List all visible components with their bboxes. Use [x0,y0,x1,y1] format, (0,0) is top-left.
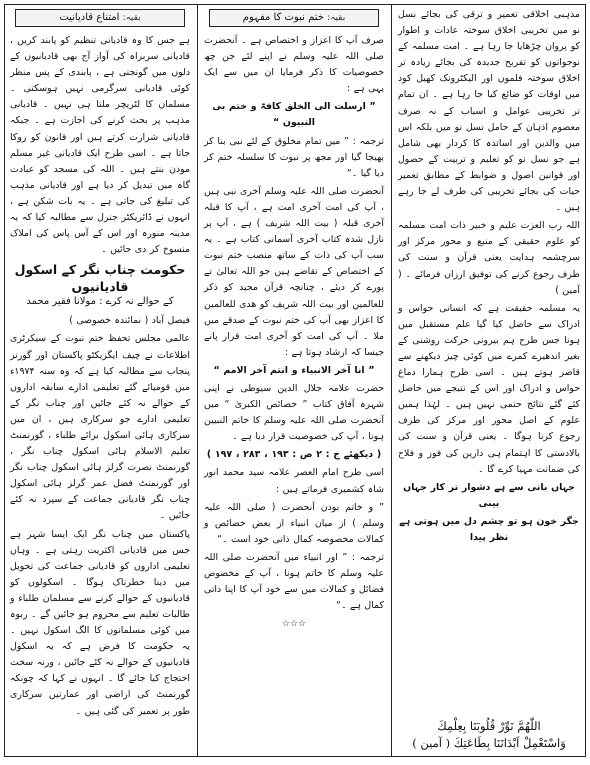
calligraphy-line: وَاسْتَعْمِلْ اَبْدَانَنَا بِطَاعَتِكَ ( آمین ) [412,736,566,750]
paragraph: آنحضرت صلی اللہ علیہ وسلم آخری نبی ہیں ، آپ کی امت آخری امت ہے ، آپ کا قبلہ آخری قبلہ ( بیت اللہ شریف ) ہے ، آپ پر نازل شدہ کتاب آخری آسمانی کتاب ہے ۔ یہ سب آپ کی ذات کے ساتھ منصب ختم نبوت کے اختصاص کے تقاضے ہیں جو اللہ تعالیٰ نے پورے کر دیئے ، چنانچہ قرآن مجید کو ذکر للعالمین اور بیت اللہ شریف کو ھدی للعالمین کا اعزاز بھی آپ کی ختم نبوت کے صدقے میں ملا ۔ آپ کی امت کو آخری امت قرار پانے جیسا کہ ارشاد ہوتا ہے : [204,185,384,358]
header-title: ختم نبوت کا مفہوم [242,12,324,23]
closing-prayer-calligraphy [399,718,579,752]
left-column [5,5,195,756]
dateline: فیصل آباد ( نمائندہ خصوصی ) [69,315,190,327]
newspaper-page [4,4,586,757]
article-header [209,9,379,27]
middle-column [199,5,389,756]
header-kicker: بقیہ: [327,13,346,23]
left-column-text-1 [5,31,195,258]
paragraph: مذہبی اخلاقی تعمیر و ترقی کی بجائے نسل نو میں تخریبی اخلاق سوختہ عادات و اطوار کو پروان چڑھایا جا رہا ہے ۔ امت مسلمہ کے نوجوانوں کو تفریح جدیدہ کی بجائے زیادہ تر اخلاق سوختہ فلموں اور الیکٹرونک کھیل کود میں اوقات کو ضائع کیا جا رہا ہے ۔ ان تمام تر تخریبی عوامل و اسباب کے نہ صرف معصوم اذہان کے حامل نسل نو میں بلکہ اس میں والدین اور اساتذہ کا کردار بھی شامل ہے جو نسل نو کو تعلیم و تربیت کے حصول اور قوانین اصول و ضوابط کے مطابق تعمیر حیات کی بجائے تخریبی کی طرف لے جا رہے ہیں ۔ [398,9,580,214]
end-marks: ☆☆☆ [281,619,307,630]
arabic-quote: ” انا آخر الانبیاء و انتم آخر الامم “ [213,364,375,376]
header-kicker: بقیہ: [122,13,141,23]
closing-verse-1: جہاں بانی سے ہے دشوار تر کار جہاں بینی [403,481,575,509]
calligraphy-line: اللّٰھُمَّ نَوِّرْ قُلُوبَنَا بِعِلْمِكَ [437,719,541,733]
right-column [393,5,585,756]
right-column-text [393,5,585,546]
paragraph: عالمی مجلس تحفظ ختم نبوت کے سیکرٹری اطلاعات نے چیف ایگزیکٹو پاکستان اور گورنر پنجاب سے مطالبہ کیا ہے کہ وہ سنہ ۱۹۷۴ء میں قومیائے گئے تعلیمی ادارے سابقہ اداروں کے حوالے نہ کئے جائیں اور چناب نگر کے تعلیمی ادارے جو سرکاری ہیں ، ان میں سرکاری ہائی اسکول برائے طلباء ، گورنمنٹ تعلیم الاسلام ہائی اسکول چناب نگر ، گورنمنٹ نصرت گرلز ہائی اسکول چناب نگر اور گورنمنٹ فضل عمر گرلز ہائی اسکول چناب نگر قادیانی جماعت کے سپرد نہ کئے جائیں ۔ [10,333,190,522]
column-rule [197,5,198,756]
paragraph: اللہ رب العزت علیم و خبیر ذات امت مسلمہ کو علوم حقیقی کے منبع و محور مرکز اور سرچشمہ ہدایت یعنی قرآن و سنت کی طرف رجوع کرنے کی توفیق ارزاں فرمائے ۔ ( آمین ) [398,220,580,296]
paragraph: حضرت علامہ جلال الدین سیوطی نے اپنی شہرہ آفاق کتاب ” خصائص الکبریٰ “ میں آنحضرت صلی اللہ علیہ وسلم کا خاتم النبیین ہونا ، آپ کی خصوصیت قرار دیا ہے ۔ [204,382,384,443]
article-header [15,9,185,27]
paragraph: ترجمہ : ” میں تمام مخلوق کے لئے نبی بنا کر بھیجا گیا اور مجھ پر نبوت کا سلسلہ ختم کر دیا گیا ۔“ [204,135,384,179]
paragraph: ” و خاتم بودن آنحضرت ( صلی اللہ علیہ وسلم ) از میان انبیاء از بعض خصائص و کمالات مخصوصہ کمال ذاتی خود است ۔“ [204,501,384,545]
left-column-text-2 [5,311,195,719]
paragraph: ہے جس کا وہ قادیانی تنظیم کو پابند کریں ، قادیانی سربراہ کی آواز آج بھی قادیانیوں کے دلوں میں گونجتی ہے ، پابندی کے پس منظر کوئی قادیانی سرگرمی نہیں ہوسکتی ۔ مسلمان کا لٹریچر ملتا ہی نہیں ۔ قادیانی مذہب پر بحث کرنے کی اجازت ہے ۔ جبکہ قادیانی شرارت کرتے ہیں اور قانون کو روکا جاتا ہے ۔ اسی طرح ایک قادیانی غیر مسلم موذن بنتے ہیں ۔ اللہ کی مسجد کو عبادت گاہ میں تبدیل کر دیا ہے اور قادیانی مذہب کی تبلیغ کی جاتی ہے ۔ یہ بات شکن ہے ، انہوں نے ڈائریکٹر جنرل سے مطالبہ کیا کہ یہ مدینہ منورہ اور اس کے آس پاس کی املاک منسوخ کر دی جائیں ۔ [10,35,190,256]
closing-verse-2: جگر خون ہو تو چشم دل میں ہوتی ہے نظر پیدا [399,515,579,543]
paragraph: یہ مسلمہ حقیقت ہے کہ انسانی حواس و ادراک سے حاصل کیا گیا علم مستقبل میں ہونا جس طرح ہم بیرونی حرکت روشنی کے بغیر اندھیرے کمرے میں کوئی چیز دیکھنے سے قاصر ہوتے ہیں ۔ اسی طرح ہمارا دماغ حواس و ادراک اور اس کے نتیجے میں حاصل کئے گئے نتائج حتمی نہیں ہیں ۔ لہٰذا ہمیں علوم کے اصل محور اور مرکز کی طرف رجوع کرنا ہوگا ۔ یعنی قرآن و سنت کی بالادستی کا اہتمام ہی دارین کی فوز و فلاح کی ضمانت مہیا کرے گا ۔ [398,302,580,475]
citation: ( دیکھئے ج : ۲ ص : ۱۹۳ ، ۲۸۳ ، ۱۹۷ ) [206,449,382,461]
paragraph: صرف آپ کا اعزاز و اختصاص ہے ۔ آنحضرت صلی اللہ علیہ وسلم نے اپنے لئے جن چھ خصوصیات کا ذکر فرمایا ان میں سے ایک یہی ہے : [204,35,384,95]
middle-column-text [199,31,389,632]
article-subheadline: کے حوالے نہ کرے : مولانا فقیر محمد [26,296,174,308]
header-title: امتناع قادیانیت [59,12,120,23]
paragraph: ترجمہ : ” اور انبیاء میں آنحضرت صلی اللہ علیہ وسلم کا خاتم ہونا ، آپ کے مخصوص فضائل و کمالات میں سے خود آپ کا اپنا ذاتی کمال ہے ۔“ [204,551,384,612]
paragraph: پاکستان میں چناب نگر ایک ایسا شہر ہے جس میں قادیانی اکثریت رہتی ہے ۔ وہاں تعلیمی اداروں کو قادیانی جماعت کی تحویل میں دینا خطرناک ہوگا ۔ اسکولوں کو قادیانیوں کے حوالے کرنے سے مسلمان طلباء و طالبات تعلیم سے محروم ہو جائیں گے ۔ ربوہ میں کوئی مسلمانوں کا الگ اسکول نہیں ۔ یہ حکومت کا فرض ہے کہ یہ اسکول قادیانیوں کے حوالے نہ کئے جائیں ، ورنہ سخت احتجاج کیا جائے گا ۔ انہوں نے کہا کہ چونکہ گورنمنٹ کی اراضی اور عمارتیں سرکاری طور پر تعمیر کی گئی ہیں ۔ [10,528,190,717]
arabic-quote: ” ارسلت الی الخلق کافۃ و ختم بی النبیون “ [212,101,376,129]
paragraph: اسی طرح امام العصر علامہ سید محمد انور شاہ کشمیری فرماتے ہیں : [204,467,384,495]
column-rule [391,5,392,756]
article-headline: حکومت چناب نگر کے اسکول قادیانیوں [14,262,186,295]
